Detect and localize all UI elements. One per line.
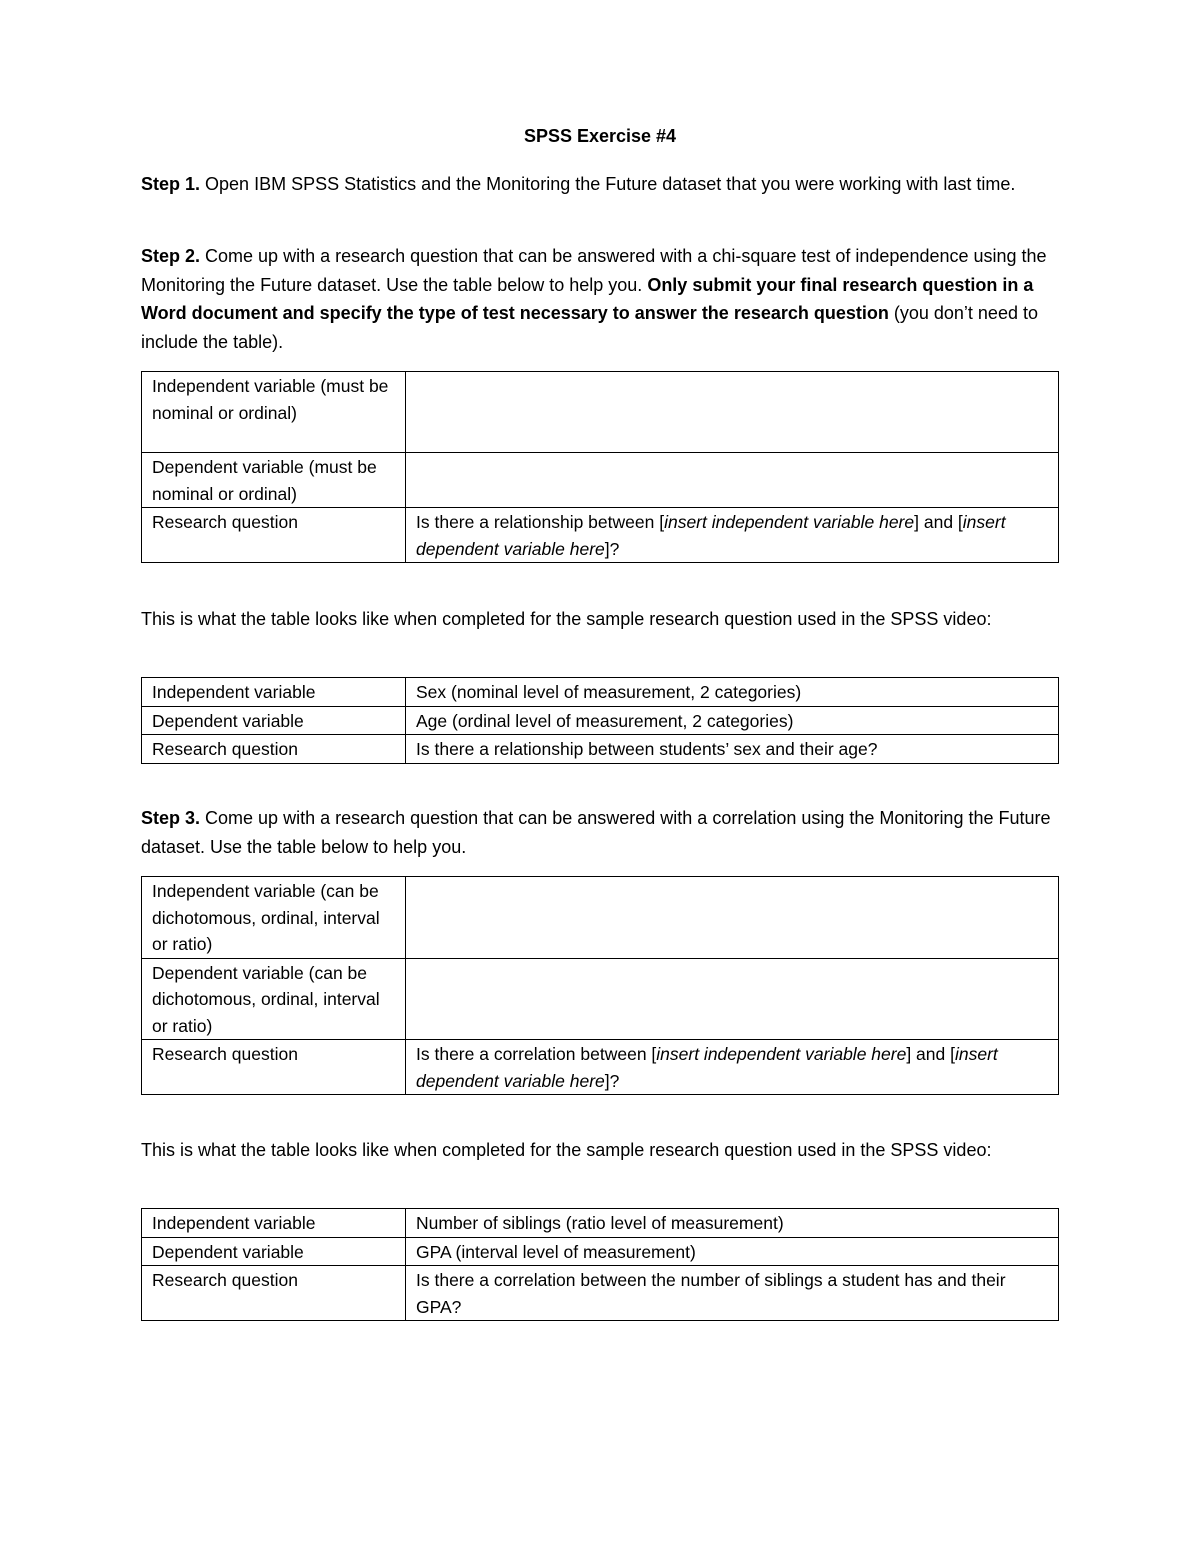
table3-dv-label: Dependent variable (can be dichotomous, ordinal, interval or ratio) <box>142 958 406 1040</box>
table4-value: GPA (interval level of measurement) <box>406 1237 1059 1266</box>
rq-text: ]? <box>604 1070 620 1091</box>
rq-text: Is there a correlation between [ <box>416 1044 657 1064</box>
table-row <box>142 958 1059 1040</box>
example-intro-1: This is what the table looks like when completed for the sample research question used in the SPSS video: <box>141 609 992 629</box>
table-row <box>142 735 1059 764</box>
rq-placeholder-iv: insert independent variable here <box>656 1044 907 1064</box>
rq-placeholder-dv: insert dependent variable here <box>416 1044 998 1091</box>
rq-text: ] and [ <box>914 512 963 532</box>
page-title: SPSS Exercise #4 <box>523 126 677 146</box>
table3-iv-value <box>406 877 1059 959</box>
chi-square-template-table <box>141 371 1059 563</box>
step2-label: Step 2. <box>141 246 201 266</box>
table-row <box>142 372 1059 453</box>
table3-rq-value <box>406 1040 1059 1095</box>
table3-rq-label: Research question <box>142 1040 406 1095</box>
table4-label: Independent variable <box>142 1209 406 1238</box>
step3-label: Step 3. <box>141 808 201 828</box>
correlation-example-table <box>141 1208 1059 1321</box>
step2-text: Come up with a research question that can be answered with a chi-square test of independence using the Monitoring the Future dataset. Use the table below to help you. <box>141 246 1047 295</box>
table4-label: Research question <box>142 1266 406 1321</box>
step1-paragraph <box>141 170 1061 199</box>
step3-paragraph <box>141 804 1061 861</box>
table2-label: Dependent variable <box>142 706 406 735</box>
table-row <box>142 877 1059 959</box>
table-row <box>142 508 1059 563</box>
table1-rq-label: Research question <box>142 508 406 563</box>
table2-label: Independent variable <box>142 678 406 707</box>
step2-text-end: (you don’t need to include the table). <box>141 303 1038 352</box>
step1-label: Step 1. <box>141 174 201 194</box>
table-row <box>142 1040 1059 1095</box>
table4-label: Dependent variable <box>142 1237 406 1266</box>
table1-iv-label: Independent variable (must be nominal or ordinal) <box>142 372 406 453</box>
table-row <box>142 1266 1059 1321</box>
table-row <box>142 1237 1059 1266</box>
table1-dv-label: Dependent variable (must be nominal or ordinal) <box>142 453 406 508</box>
rq-placeholder-dv: insert dependent variable here <box>416 512 1006 559</box>
table2-label: Research question <box>142 735 406 764</box>
table-row <box>142 1209 1059 1238</box>
chi-square-example-table <box>141 677 1059 764</box>
rq-text: ]? <box>604 538 620 559</box>
step2-paragraph <box>141 242 1061 356</box>
table4-value: Is there a correlation between the number of siblings a student has and their GPA? <box>406 1266 1059 1321</box>
table2-value: Sex (nominal level of measurement, 2 categories) <box>406 678 1059 707</box>
step2-bold-instruction: Only submit your final research question in a Word document and specify the type of test necessary to answer the research question <box>141 274 1034 323</box>
table3-iv-label: Independent variable (can be dichotomous, ordinal, interval or ratio) <box>142 877 406 959</box>
step1-text: Open IBM SPSS Statistics and the Monitoring the Future dataset that you were working with last time. <box>200 174 1016 194</box>
table-row <box>142 706 1059 735</box>
table2-value: Is there a relationship between students’ sex and their age? <box>406 735 1059 764</box>
step3-text: Come up with a research question that can be answered with a correlation using the Monitoring the Future dataset. Use the table below to help you. <box>141 808 1051 857</box>
table-row <box>142 678 1059 707</box>
table1-dv-value <box>406 453 1059 508</box>
table1-iv-value <box>406 372 1059 453</box>
correlation-template-table <box>141 876 1059 1095</box>
rq-text: ] and [ <box>906 1044 955 1064</box>
table1-rq-value <box>406 508 1059 563</box>
rq-text: Is there a relationship between [ <box>416 512 665 532</box>
table2-value: Age (ordinal level of measurement, 2 categories) <box>406 706 1059 735</box>
table3-dv-value <box>406 958 1059 1040</box>
table4-value: Number of siblings (ratio level of measurement) <box>406 1209 1059 1238</box>
example-intro-2: This is what the table looks like when completed for the sample research question used in the SPSS video: <box>141 1140 992 1160</box>
rq-placeholder-iv: insert independent variable here <box>664 512 915 532</box>
table-row <box>142 453 1059 508</box>
